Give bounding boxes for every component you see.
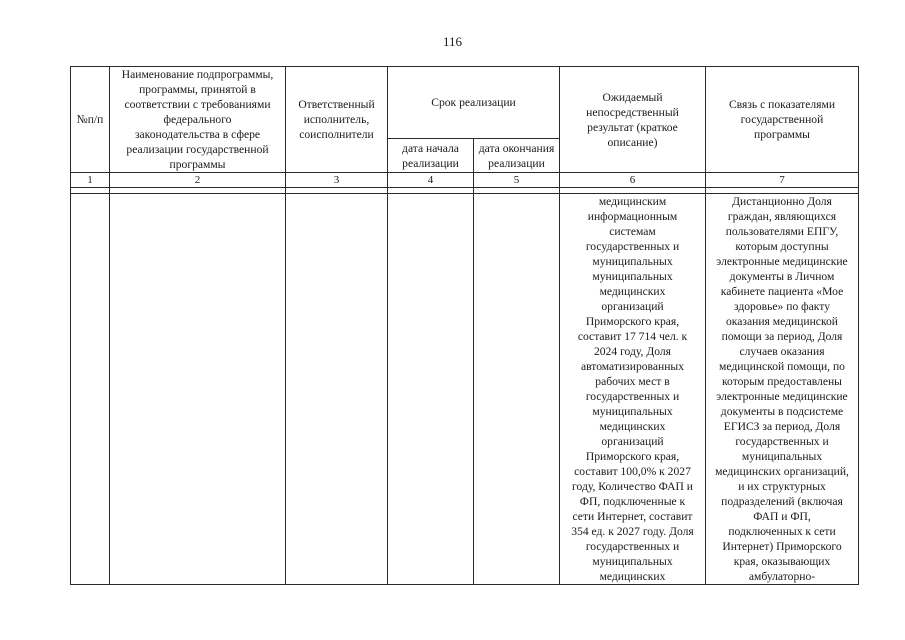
header-start-date: дата начала реализации xyxy=(388,139,474,173)
column-number-row xyxy=(71,173,859,188)
column-number: 6 xyxy=(560,173,706,188)
cell-program-name xyxy=(110,194,286,585)
cell-responsible xyxy=(286,194,388,585)
program-table xyxy=(70,66,859,585)
page-number: 116 xyxy=(442,34,463,49)
header-number: №п/п xyxy=(71,67,110,173)
header-indicator-link: Связь с показателями государственной программы xyxy=(706,67,859,173)
header-row xyxy=(71,67,859,139)
cell-start-date xyxy=(388,194,474,585)
header-expected-result: Ожидаемый непосредственный результат (краткое описание) xyxy=(560,67,706,173)
cell-expected-result: медицинским информационным системам государственных и муниципальных муниципальных медицинских организаций Приморского края, составит 17 714 чел. к 2024 году, Доля автоматизированных рабочих мест в государственных и муниципальных медицинских организаций Приморского края, составит 100,0% к 2027 году, Количество ФАП и ФП, подключенные к сети Интернет, составит 354 ед. к 2027 году. Доля государственных и муниципальных медицинских xyxy=(560,194,706,585)
table-row xyxy=(71,194,859,585)
column-number: 2 xyxy=(110,173,286,188)
cell-end-date xyxy=(474,194,560,585)
header-period: Срок реализации xyxy=(388,67,560,139)
cell-indicator-link: Дистанционно Доля граждан, являющихся пользователями ЕПГУ, которым доступны электронные медицинские документы в Личном кабинете пациента «Мое здоровье» по факту оказания медицинской помощи за период, Доля случаев оказания медицинской помощи, по которым предоставлены электронные медицинские документы в подсистеме ЕГИСЗ за период, Доля государственных и муниципальных медицинских организаций, и их структурных подразделений (включая ФАП и ФП, подключенных к сети Интернет) Приморского края, оказывающих амбулаторно- xyxy=(706,194,859,585)
column-number: 5 xyxy=(474,173,560,188)
column-number: 3 xyxy=(286,173,388,188)
header-responsible: Ответственный исполнитель, соисполнители xyxy=(286,67,388,173)
column-number: 4 xyxy=(388,173,474,188)
header-program-name: Наименование подпрограммы, программы, принятой в соответствии с требованиями федерального законодательства в сфере реализации государственной программы xyxy=(110,67,286,173)
column-number: 1 xyxy=(71,173,110,188)
header-end-date: дата окончания реализации xyxy=(474,139,560,173)
cell-number xyxy=(71,194,110,585)
column-number: 7 xyxy=(706,173,859,188)
